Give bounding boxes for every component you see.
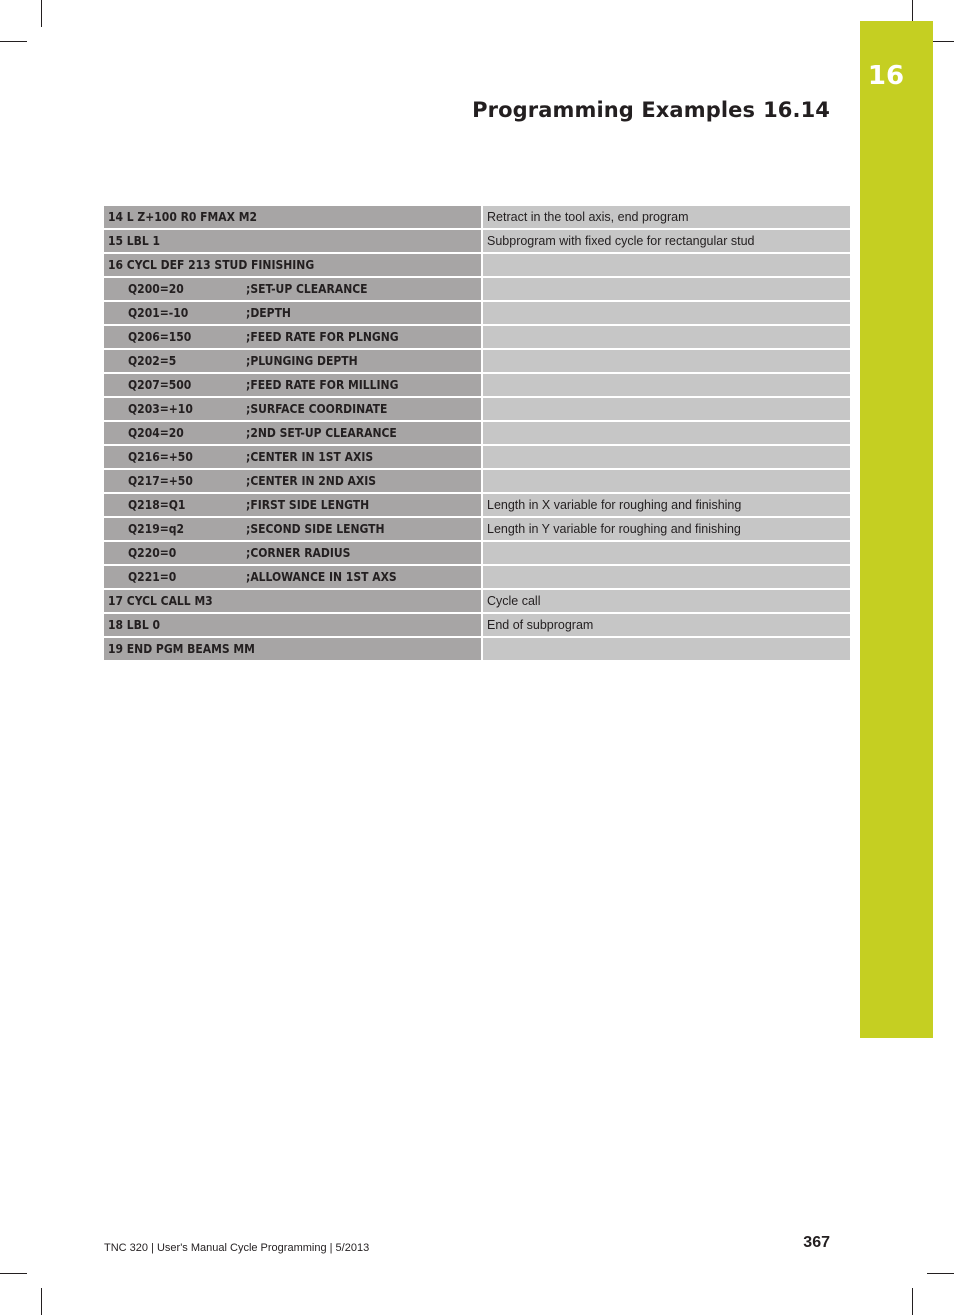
table-row bbox=[104, 613, 850, 637]
description-cell bbox=[482, 445, 850, 469]
table-row bbox=[104, 421, 850, 445]
code-cell bbox=[104, 301, 482, 325]
program-table bbox=[104, 206, 850, 662]
section-title-text: Programming Examples bbox=[472, 98, 756, 122]
description-cell bbox=[482, 253, 850, 277]
description-cell: Retract in the tool axis, end program bbox=[482, 206, 850, 229]
code-cell bbox=[104, 229, 482, 253]
table-row bbox=[104, 565, 850, 589]
code-cell bbox=[104, 637, 482, 661]
code-cell bbox=[104, 206, 482, 229]
nc-block: 16 CYCL DEF 213 STUD FINISHING bbox=[108, 258, 315, 272]
description-cell bbox=[482, 325, 850, 349]
parameter-comment: ;FEED RATE FOR MILLING bbox=[246, 378, 399, 392]
table-row bbox=[104, 541, 850, 565]
table-row bbox=[104, 589, 850, 613]
table-row bbox=[104, 229, 850, 253]
description-cell bbox=[482, 373, 850, 397]
table-row bbox=[104, 373, 850, 397]
table-row bbox=[104, 493, 850, 517]
description-cell: Length in X variable for roughing and finishing bbox=[482, 493, 850, 517]
description-cell bbox=[482, 277, 850, 301]
section-title bbox=[472, 98, 830, 122]
parameter-comment: ;2ND SET-UP CLEARANCE bbox=[246, 426, 397, 440]
crop-mark bbox=[41, 0, 42, 27]
cycle-parameter: Q202=5 bbox=[128, 354, 177, 368]
parameter-comment: ;CENTER IN 1ST AXIS bbox=[246, 450, 374, 464]
crop-mark bbox=[927, 1273, 954, 1274]
nc-block: 15 LBL 1 bbox=[108, 234, 161, 248]
code-cell bbox=[104, 613, 482, 637]
code-cell bbox=[104, 397, 482, 421]
description-cell: End of subprogram bbox=[482, 613, 850, 637]
code-cell bbox=[104, 421, 482, 445]
code-cell bbox=[104, 445, 482, 469]
code-cell bbox=[104, 517, 482, 541]
section-number: 16.14 bbox=[763, 98, 830, 122]
table-row bbox=[104, 325, 850, 349]
cycle-parameter: Q204=20 bbox=[128, 426, 184, 440]
code-cell bbox=[104, 493, 482, 517]
cycle-parameter: Q218=Q1 bbox=[128, 498, 186, 512]
description-cell: Subprogram with fixed cycle for rectangular stud bbox=[482, 229, 850, 253]
cycle-parameter: Q206=150 bbox=[128, 330, 192, 344]
table-row bbox=[104, 397, 850, 421]
table-row bbox=[104, 637, 850, 661]
table-row bbox=[104, 445, 850, 469]
parameter-comment: ;DEPTH bbox=[246, 306, 291, 320]
chapter-tab bbox=[860, 21, 933, 1038]
description-cell bbox=[482, 397, 850, 421]
parameter-comment: ;SECOND SIDE LENGTH bbox=[246, 522, 385, 536]
code-cell bbox=[104, 541, 482, 565]
parameter-comment: ;PLUNGING DEPTH bbox=[246, 354, 358, 368]
nc-block: 19 END PGM BEAMS MM bbox=[108, 642, 255, 656]
description-cell: Cycle call bbox=[482, 589, 850, 613]
parameter-comment: ;SURFACE COORDINATE bbox=[246, 402, 388, 416]
code-cell bbox=[104, 589, 482, 613]
nc-block: 17 CYCL CALL M3 bbox=[108, 594, 213, 608]
table-row bbox=[104, 253, 850, 277]
nc-block: 14 L Z+100 R0 FMAX M2 bbox=[108, 210, 257, 224]
page-number: 367 bbox=[803, 1234, 830, 1251]
code-cell bbox=[104, 253, 482, 277]
parameter-comment: ;FIRST SIDE LENGTH bbox=[246, 498, 370, 512]
footer-text: TNC 320 | User's Manual Cycle Programming | 5/2013 bbox=[104, 1242, 370, 1254]
cycle-parameter: Q207=500 bbox=[128, 378, 192, 392]
description-cell bbox=[482, 421, 850, 445]
chapter-number: 16 bbox=[867, 61, 905, 91]
parameter-comment: ;SET-UP CLEARANCE bbox=[246, 282, 368, 296]
description-cell bbox=[482, 637, 850, 661]
crop-mark bbox=[0, 41, 27, 42]
code-cell bbox=[104, 277, 482, 301]
cycle-parameter: Q217=+50 bbox=[128, 474, 193, 488]
description-cell bbox=[482, 469, 850, 493]
code-cell bbox=[104, 565, 482, 589]
cycle-parameter: Q201=-10 bbox=[128, 306, 189, 320]
nc-block: 18 LBL 0 bbox=[108, 618, 161, 632]
cycle-parameter: Q219=q2 bbox=[128, 522, 184, 536]
parameter-comment: ;ALLOWANCE IN 1ST AXS bbox=[246, 570, 397, 584]
description-cell bbox=[482, 349, 850, 373]
code-cell bbox=[104, 325, 482, 349]
cycle-parameter: Q221=0 bbox=[128, 570, 177, 584]
crop-mark bbox=[912, 1288, 913, 1315]
table-row bbox=[104, 469, 850, 493]
table-row bbox=[104, 517, 850, 541]
table-row bbox=[104, 301, 850, 325]
table-row bbox=[104, 349, 850, 373]
crop-mark bbox=[41, 1288, 42, 1315]
code-cell bbox=[104, 349, 482, 373]
cycle-parameter: Q203=+10 bbox=[128, 402, 193, 416]
parameter-comment: ;CORNER RADIUS bbox=[246, 546, 351, 560]
table-row bbox=[104, 206, 850, 229]
description-cell bbox=[482, 565, 850, 589]
parameter-comment: ;FEED RATE FOR PLNGNG bbox=[246, 330, 399, 344]
description-cell: Length in Y variable for roughing and finishing bbox=[482, 517, 850, 541]
table-row bbox=[104, 277, 850, 301]
code-cell bbox=[104, 373, 482, 397]
crop-mark bbox=[0, 1273, 27, 1274]
description-cell bbox=[482, 541, 850, 565]
cycle-parameter: Q220=0 bbox=[128, 546, 177, 560]
description-cell bbox=[482, 301, 850, 325]
cycle-parameter: Q216=+50 bbox=[128, 450, 193, 464]
cycle-parameter: Q200=20 bbox=[128, 282, 184, 296]
parameter-comment: ;CENTER IN 2ND AXIS bbox=[246, 474, 377, 488]
code-cell bbox=[104, 469, 482, 493]
